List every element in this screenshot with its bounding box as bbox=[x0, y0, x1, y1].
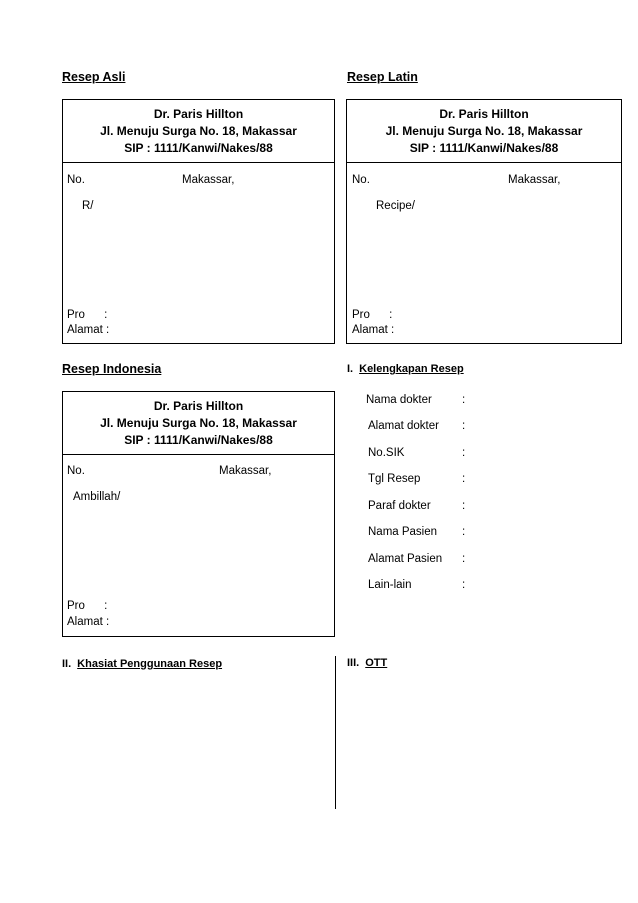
checklist-item bbox=[368, 447, 466, 459]
city-label: Makassar, bbox=[219, 465, 272, 477]
ott-number: III. bbox=[347, 657, 360, 669]
khasiat-title: Khasiat Penggunaan Resep bbox=[77, 658, 223, 670]
checklist-label: No.SIK bbox=[368, 447, 405, 459]
resep-latin-header bbox=[347, 100, 621, 163]
pro-label: Pro : bbox=[67, 600, 108, 612]
doctor-sip: SIP : 1111/Kanwi/Nakes/88 bbox=[124, 141, 273, 155]
resep-indonesia-box bbox=[62, 391, 335, 637]
checklist-item bbox=[368, 553, 466, 565]
resep-asli-box bbox=[62, 99, 335, 344]
checklist-item bbox=[368, 420, 466, 432]
checklist-colon: : bbox=[462, 447, 466, 459]
city-label: Makassar, bbox=[182, 174, 235, 186]
checklist-label: Paraf dokter bbox=[368, 500, 431, 512]
checklist-label: Tgl Resep bbox=[368, 473, 421, 485]
doctor-sip: SIP : 1111/Kanwi/Nakes/88 bbox=[124, 433, 273, 447]
resep-latin-title: Resep Latin bbox=[347, 70, 418, 84]
checklist-label: Nama Pasien bbox=[368, 526, 438, 538]
kelengkapan-title: Kelengkapan Resep bbox=[359, 363, 464, 375]
no-label: No. bbox=[352, 174, 370, 186]
checklist-item bbox=[368, 526, 466, 538]
alamat-label: Alamat : bbox=[67, 616, 110, 628]
khasiat-heading bbox=[62, 658, 222, 670]
checklist-label: Lain-lain bbox=[368, 579, 412, 591]
checklist-colon: : bbox=[462, 420, 466, 432]
resep-indonesia-title: Resep Indonesia bbox=[62, 362, 162, 376]
checklist-colon: : bbox=[462, 579, 466, 591]
doctor-address: Jl. Menuju Surga No. 18, Makassar bbox=[100, 416, 297, 430]
checklist-colon: : bbox=[462, 526, 466, 538]
checklist-colon: : bbox=[462, 553, 466, 565]
city-label: Makassar, bbox=[508, 174, 561, 186]
doctor-address: Jl. Menuju Surga No. 18, Makassar bbox=[100, 124, 297, 138]
kelengkapan-heading bbox=[347, 363, 464, 375]
checklist-item bbox=[368, 579, 466, 591]
resep-latin-box bbox=[346, 99, 622, 344]
resep-asli-header bbox=[63, 100, 334, 163]
doctor-name: Dr. Paris Hillton bbox=[153, 107, 244, 121]
doctor-name: Dr. Paris Hillton bbox=[153, 399, 244, 413]
kelengkapan-number: I. bbox=[347, 363, 354, 375]
checklist-label: Nama dokter bbox=[366, 394, 432, 406]
doctor-name: Dr. Paris Hillton bbox=[439, 107, 529, 121]
prescription-mark: Ambillah/ bbox=[73, 491, 121, 503]
ott-title: OTT bbox=[365, 657, 388, 669]
pro-label: Pro : bbox=[352, 309, 393, 321]
checklist-item bbox=[366, 394, 466, 406]
doctor-address: Jl. Menuju Surga No. 18, Makassar bbox=[385, 124, 583, 138]
resep-indonesia-header bbox=[63, 392, 334, 455]
checklist-colon: : bbox=[462, 473, 466, 485]
checklist-label: Alamat dokter bbox=[368, 420, 439, 432]
column-divider bbox=[335, 656, 336, 809]
alamat-label: Alamat : bbox=[352, 324, 395, 336]
no-label: No. bbox=[67, 174, 85, 186]
prescription-mark: R/ bbox=[82, 200, 94, 212]
resep-asli-title: Resep Asli bbox=[62, 70, 126, 84]
checklist-item bbox=[368, 473, 466, 485]
checklist-label: Alamat Pasien bbox=[368, 553, 443, 565]
checklist-colon: : bbox=[462, 500, 466, 512]
ott-heading bbox=[347, 657, 387, 669]
pro-label: Pro : bbox=[67, 309, 108, 321]
checklist-item bbox=[368, 500, 466, 512]
no-label: No. bbox=[67, 465, 85, 477]
alamat-label: Alamat : bbox=[67, 324, 110, 336]
doctor-sip: SIP : 1111/Kanwi/Nakes/88 bbox=[409, 141, 559, 155]
prescription-mark: Recipe/ bbox=[376, 200, 415, 212]
checklist-colon: : bbox=[462, 394, 466, 406]
khasiat-number: II. bbox=[62, 658, 72, 670]
